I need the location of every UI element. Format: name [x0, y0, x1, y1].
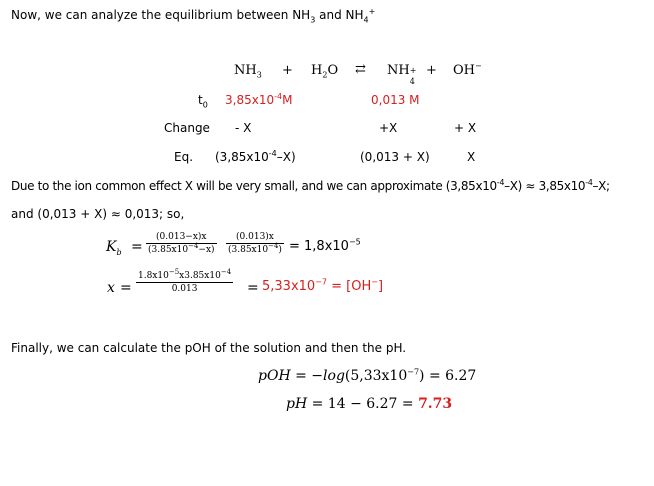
kb-fraction-1: $\frac{(0.013-x)x}{(3.85x10^{-4}-x)}$ [148, 232, 215, 255]
eq-nh4: (0,013 + X) [360, 150, 430, 164]
change-nh4: +X [379, 121, 398, 135]
kb-value: = $1,8x10^{-5}$ [289, 237, 361, 254]
change-label: Change [164, 121, 210, 135]
reaction-h2o: $H_2O$ [311, 63, 339, 80]
ph-equation: pH = 14 − 6.27 = 7.73 [286, 396, 453, 412]
approximation-line-2: and (0,013 + X) ≈ 0,013; so, [11, 207, 185, 221]
t0-nh4-value: 0,013 M [371, 93, 420, 107]
reaction-plus-1: + [282, 63, 293, 78]
eq-oh: X [467, 150, 476, 164]
reaction-oh: OH− [453, 61, 482, 78]
change-nh3: - X [235, 121, 252, 135]
ph-result: 7.73 [418, 396, 453, 412]
intro-line: Now, we can analyze the equilibrium between $NH_3$ and $NH_4^+$ [11, 7, 376, 25]
eq-label: Eq. [174, 150, 194, 164]
reaction-plus-2: + [426, 63, 437, 78]
kb-symbol: $K_b$ [106, 239, 122, 257]
change-oh: + X [454, 121, 477, 135]
kb-fraction-2: $\frac{(0.013)x}{(3.85x10^{-4})}$ [228, 232, 282, 255]
approximation-line-1: Due to the ion common effect X will be very small, and we can approximate $(3,85x10^{-4}-X) \approx 3,85x10^{-4}-X$; [11, 178, 610, 193]
x-value: $5,33x10^{-7} = [OH^-]$ [262, 277, 384, 294]
finally-line: Finally, we can calculate the pOH of the solution and then the pH. [11, 341, 407, 355]
eq-nh3: $(3,85x10^{-4}-X)$ [215, 149, 296, 164]
kb-equals: = [131, 239, 143, 255]
x-equals: = [120, 280, 132, 296]
poh-equation: pOH = $-\log(5,33x10^{-7}) = 6.27$ [258, 367, 477, 384]
t0-nh3-value: $3,85x10^{-4}M$ [225, 92, 293, 107]
x-symbol: x [107, 280, 115, 296]
reaction-nh3: $NH_3$ [234, 63, 262, 80]
t0-label: $t_0$ [198, 93, 208, 110]
equilibrium-arrow: ⇄ [355, 62, 366, 77]
x-rhs-equals: = [247, 280, 259, 296]
x-fraction: $\frac{1.8x10^{-5}x3.85x10^{-4}}{0.013}$ [138, 268, 232, 294]
reaction-nh4: NH + 4 [387, 63, 417, 86]
